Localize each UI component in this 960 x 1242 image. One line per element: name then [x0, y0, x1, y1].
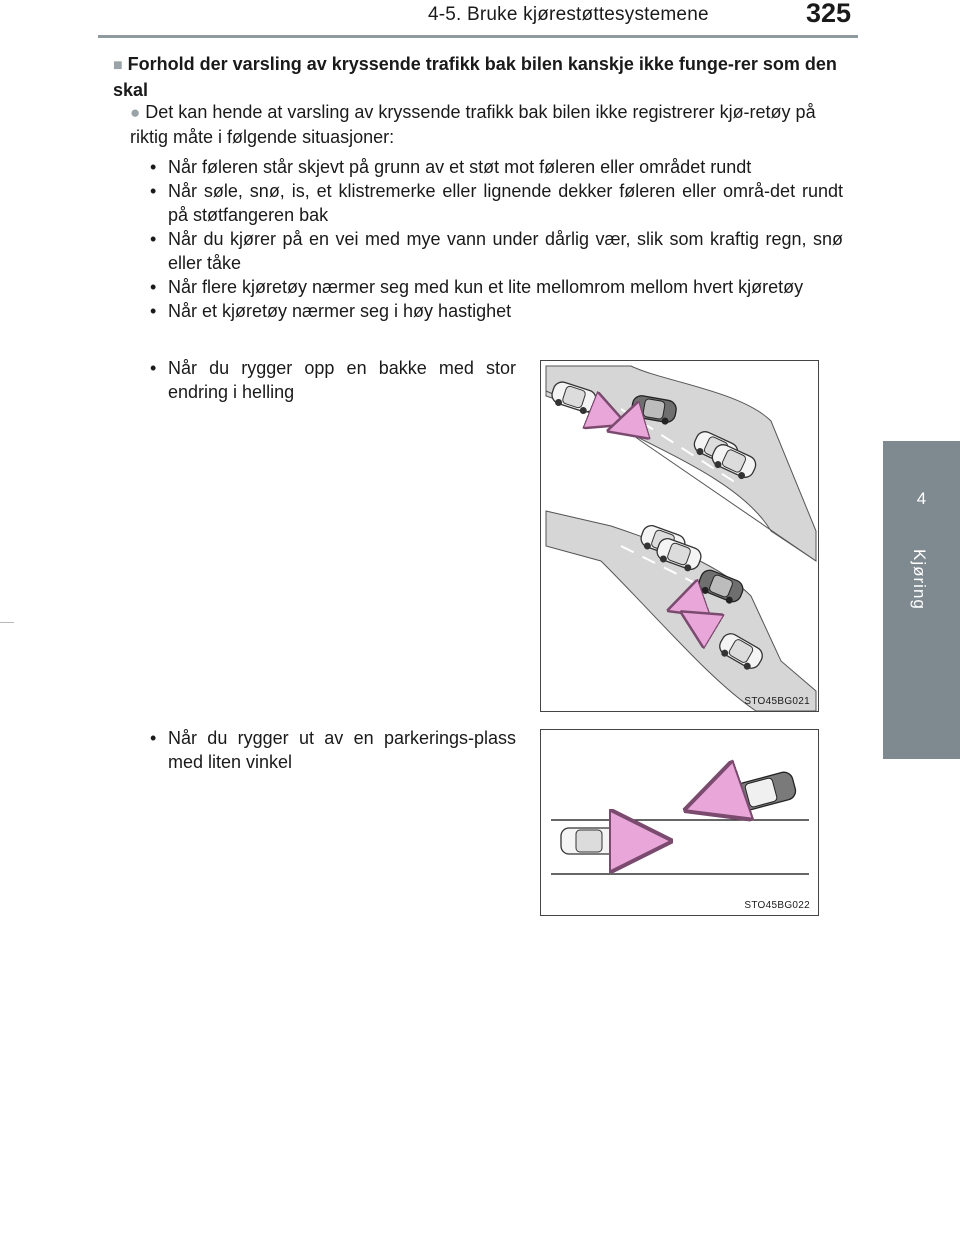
- bullet-icon: •: [150, 181, 157, 201]
- list-item: [146, 155, 843, 179]
- section-heading: [113, 52, 843, 102]
- chapter-number: 4: [916, 489, 927, 508]
- list-item-text: Når du rygger opp en bakke med stor endring i helling: [168, 358, 516, 402]
- list-item: [146, 356, 516, 404]
- dot-bullet-icon: ●: [130, 103, 141, 122]
- header-rule: [98, 35, 858, 38]
- parking-illustration: [541, 730, 818, 915]
- hill-list: [146, 356, 516, 404]
- hill-illustration: [541, 361, 818, 711]
- car-icon: [561, 828, 621, 854]
- list-item-text: Når flere kjøretøy nærmer seg med kun et lite mellomrom mellom hvert kjøretøy: [168, 277, 804, 297]
- list-item-text: Når et kjøretøy nærmer seg i høy hastighet: [168, 301, 512, 321]
- list-item-text: Når føleren står skjevt på grunn av et støt mot føleren eller området rundt: [168, 157, 752, 177]
- intro-text: Det kan hende at varsling av kryssende trafikk bak bilen ikke registrerer kjø-retøy på riktig måte i følgende situasjoner:: [130, 102, 816, 147]
- running-header: 4-5. Bruke kjørestøttesystemene: [428, 4, 709, 25]
- bullet-icon: •: [150, 358, 157, 378]
- list-item-text: Når søle, snø, is, et klistremerke eller lignende dekker føleren eller områ-det rundt på støtfangeren bak: [168, 181, 843, 225]
- list-item: [146, 275, 843, 299]
- list-item: [146, 179, 843, 227]
- list-item: [146, 299, 843, 323]
- parking-figure: [540, 729, 819, 916]
- chapter-tab[interactable]: [883, 441, 960, 759]
- square-bullet-icon: ■: [113, 57, 123, 74]
- figure-code: STO45BG022: [744, 900, 810, 911]
- page-number: 325: [806, 0, 852, 28]
- parking-list: [146, 726, 516, 774]
- bullet-icon: •: [150, 277, 157, 297]
- hill-figure: [540, 360, 819, 712]
- list-item-text: Når du kjører på en vei med mye vann under dårlig vær, slik som kraftig regn, snø eller tåke: [168, 229, 843, 273]
- crop-mark-left: [0, 622, 14, 623]
- list-item-text: Når du rygger ut av en parkerings-plass med liten vinkel: [168, 728, 516, 772]
- list-item: [146, 227, 843, 275]
- list-item: [146, 726, 516, 774]
- bullet-icon: •: [150, 229, 157, 249]
- section-heading-text: Forhold der varsling av kryssende trafikk bak bilen kanskje ikke funge-rer som den skal: [113, 54, 837, 100]
- bullet-icon: •: [150, 301, 157, 321]
- intro-paragraph: [130, 100, 843, 149]
- figure-code: STO45BG021: [744, 696, 810, 707]
- chapter-label: Kjøring: [910, 549, 929, 610]
- condition-list: [146, 155, 843, 323]
- car-icon: [728, 770, 797, 814]
- bullet-icon: •: [150, 728, 157, 748]
- bullet-icon: •: [150, 157, 157, 177]
